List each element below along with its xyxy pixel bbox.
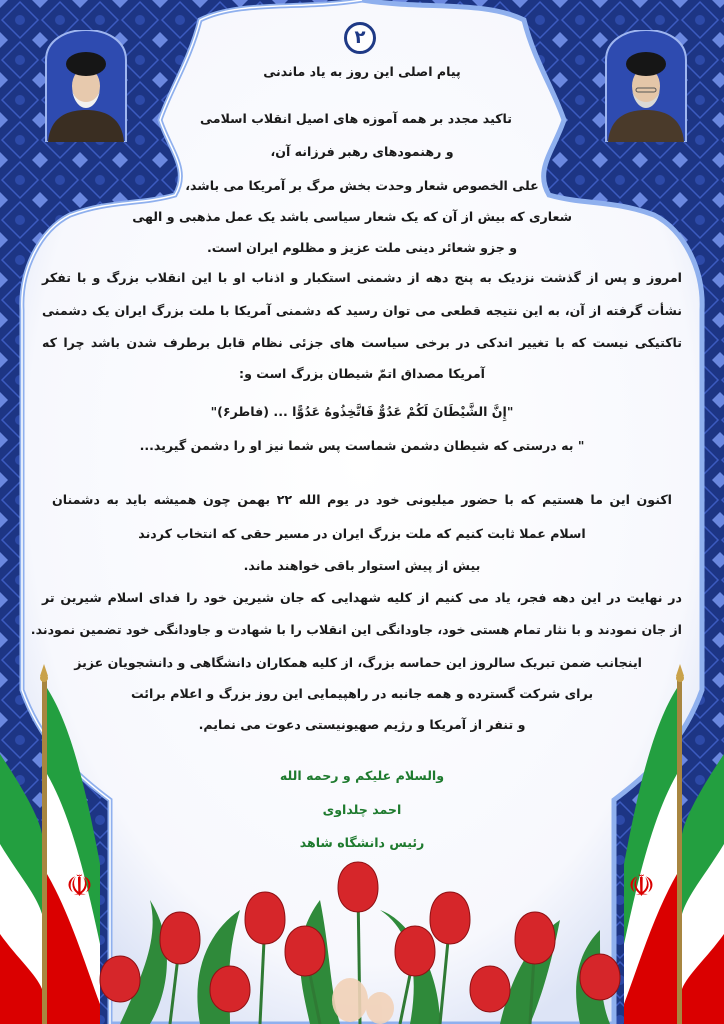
portrait-ayatollah-khamenei <box>596 30 696 142</box>
svg-text:☫: ☫ <box>66 869 93 904</box>
intro-line: پیام اصلی این روز به یاد ماندنی <box>263 64 461 79</box>
paragraph3-line: از جان نمودند و با نثار تمام هستی خود، جاودانگی این انقلاب را با شهادت و جاودانگی خود تضمین نمودند. <box>30 622 682 637</box>
paragraph1-line: امروز و پس از گذشت نزدیک به پنج دهه از دشمنی استکبار و اذناب او با این انقلاب بزرگ و با تفکر <box>42 270 682 285</box>
verse-translation: " به درستی که شیطان دشمن شماست پس شما نیز او را دشمن گیرید... <box>139 438 585 453</box>
paragraph4-line: برای شرکت گسترده و همه جانبه در راهپیمایی این روز بزرگ و اعلام برائت <box>130 686 594 701</box>
quran-verse: "إِنَّ الشَّيْطَانَ لَكُمْ عَدُوٌّ فَاتَّخِذُوهُ عَدُوًّا ... (فاطر۶)" <box>210 404 514 419</box>
paragraph1-line: آمریکا مصداق اتمّ شیطان بزرگ است و: <box>239 366 485 381</box>
svg-text:☫: ☫ <box>628 869 655 904</box>
paragraph3-line: در نهایت در این دهه فجر، یاد می کنیم از کلیه شهدایی که جان شیرین خود را فدای اسلام شیرین تر <box>42 590 682 605</box>
page-number: ۲ <box>344 22 376 54</box>
paragraph1-line: تاکتیکی نیست که با تغییر اندکی در برخی سیاست های جزئی نظام قابل برطرف شدن باشد چرا که <box>42 335 682 350</box>
intro-line: تاکید مجدد بر همه آموزه های اصیل انقلاب اسلامی <box>200 111 512 126</box>
intro-line: شعاری که بیش از آن که یک شعار سیاسی باشد یک عمل مذهبی و الهی <box>132 209 572 224</box>
tulip-bouquet <box>80 860 640 1024</box>
intro-line: علی الخصوص شعار وحدت بخش مرگ بر آمریکا می باشد، <box>185 178 539 193</box>
paragraph2-line: اکنون این ما هستیم که با حضور میلیونی خود در یوم الله ۲۲ بهمن چون همیشه باید به دشمنان <box>52 492 672 507</box>
paragraph4-line: و تنفر از آمریکا و رژیم صهیونیستی دعوت می نمایم. <box>198 717 526 732</box>
signature-title: رئیس دانشگاه شاهد <box>299 835 425 850</box>
paragraph4-line: اینجانب ضمن تبریک سالروز این حماسه بزرگ، از کلیه همکاران دانشگاهی و دانشجویان عزیز <box>74 655 642 670</box>
paragraph1-line: نشأت گرفته از آن، به این نتیجه قطعی می توان رسید که دشمنی آمریکا با ملت بزرگ ایران یک دشمنی <box>42 303 682 318</box>
intro-line: و رهنمودهای رهبر فرزانه آن، <box>270 144 454 159</box>
paragraph2-line: بیش از پیش استوار باقی خواهند ماند. <box>243 558 481 573</box>
paragraph2-line: اسلام عملا ثابت کنیم که ملت بزرگ ایران در مسیر حقی که انتخاب کردند <box>138 526 586 541</box>
portrait-imam-khomeini <box>36 30 136 142</box>
signature-closing: والسلام علیکم و رحمه الله <box>279 768 445 783</box>
signature-name: احمد چلداوی <box>322 802 402 817</box>
intro-line: و جزو شعائر دینی ملت عزیز و مظلوم ایران است. <box>206 240 518 255</box>
